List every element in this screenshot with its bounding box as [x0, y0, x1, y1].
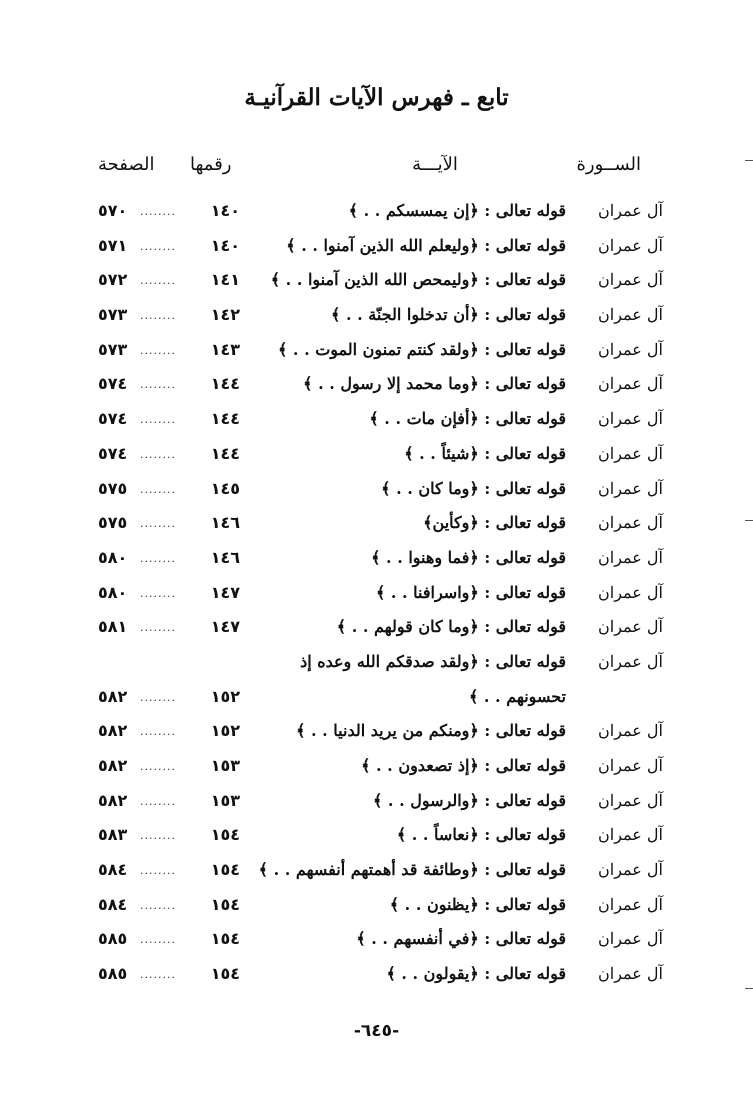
row-number: ١٤١ [210, 270, 240, 290]
edge-mark [745, 520, 753, 521]
row-leader-dots: ........ [140, 794, 176, 808]
row-number: ١٥٢ [210, 721, 240, 741]
row-aya: قوله تعالى : ﴿أفإن مات . . ﴾ [369, 409, 566, 429]
row-leader-dots: ........ [140, 898, 176, 912]
row-surah: آل عمران [598, 339, 663, 359]
row-aya: قوله تعالى : ﴿وكأين﴾ [423, 513, 566, 533]
row-page: ٥٨١ [98, 617, 128, 637]
table-row [0, 300, 753, 335]
row-aya: قوله تعالى : ﴿وليمحص الله الذين آمنوا . . ﴾ [270, 270, 566, 290]
row-number: ١٤٣ [210, 339, 240, 359]
row-aya: قوله تعالى : ﴿في أنفسهم . . ﴾ [356, 929, 566, 949]
row-page: ٥٨٢ [98, 686, 128, 706]
row-number: ١٥٣ [210, 756, 240, 775]
row-leader-dots: ........ [140, 378, 176, 392]
row-leader-dots: ........ [140, 829, 176, 843]
index-table [0, 196, 753, 994]
row-surah: آل عمران [598, 201, 663, 220]
row-aya: قوله تعالى : ﴿ولقد كنتم تمنون الموت . . ﴾ [277, 339, 566, 359]
row-number: ١٤٤ [210, 409, 240, 429]
row-surah: آل عمران [598, 721, 663, 741]
row-aya: قوله تعالى : ﴿فما وهنوا . . ﴾ [371, 547, 566, 567]
row-page: ٥٧٥ [98, 513, 128, 533]
row-aya: قوله تعالى : ﴿والرسول . . ﴾ [372, 790, 566, 810]
table-row [0, 369, 753, 404]
row-aya: قوله تعالى : ﴿واسرافنا . . ﴾ [375, 582, 566, 602]
row-number: ١٤٠ [210, 235, 240, 255]
row-page: ٥٧٥ [98, 478, 128, 498]
table-row [0, 682, 753, 717]
row-surah: آل عمران [598, 651, 663, 671]
table-row [0, 924, 753, 959]
row-surah: آل عمران [598, 790, 663, 810]
row-surah: آل عمران [598, 409, 663, 429]
table-row [0, 716, 753, 751]
row-aya: قوله تعالى : ﴿وليعلم الله الذين آمنوا . . ﴾ [286, 235, 566, 255]
page-title: تابع ـ فهرس الآيات القرآنيـة [244, 84, 509, 111]
row-aya: قوله تعالى : ﴿شيئاً . . ﴾ [404, 443, 566, 463]
row-aya: قوله تعالى : ﴿ومنكم من يريد الدنيا . . ﴾ [296, 721, 566, 741]
row-page: ٥٧٣ [98, 339, 128, 359]
row-aya: قوله تعالى : ﴿يظنون . . ﴾ [389, 894, 566, 914]
row-number: ١٥٣ [210, 790, 240, 810]
row-surah: آل عمران [598, 929, 663, 949]
row-leader-dots: ........ [140, 933, 176, 947]
row-aya: قوله تعالى : ﴿يقولون . . ﴾ [386, 964, 566, 984]
row-surah: آل عمران [598, 270, 663, 290]
edge-mark [745, 988, 753, 989]
row-aya: قوله تعالى : ﴿إذ تصعدون . . ﴾ [361, 756, 566, 775]
page-number: -٦٤٥- [353, 1021, 400, 1041]
header-page: الصفحة [98, 154, 155, 175]
row-leader-dots: ........ [140, 205, 176, 218]
row-leader-dots: ........ [140, 621, 176, 635]
table-row [0, 474, 753, 509]
row-leader-dots: ........ [140, 239, 176, 253]
row-number: ١٤٥ [210, 478, 240, 498]
row-surah: آل عمران [598, 235, 663, 255]
table-row [0, 404, 753, 439]
table-row [0, 612, 753, 647]
row-aya: قوله تعالى : ﴿وطائفة قد أهمتهم أنفسهم . . ﴾ [258, 860, 566, 880]
row-surah: آل عمران [598, 964, 663, 984]
table-row [0, 959, 753, 994]
row-leader-dots: ........ [140, 551, 176, 565]
row-leader-dots: ........ [140, 968, 176, 982]
table-row [0, 335, 753, 370]
row-leader-dots: ........ [140, 343, 176, 357]
row-surah: آل عمران [598, 478, 663, 498]
row-leader-dots: ........ [140, 760, 176, 773]
row-surah: آل عمران [598, 513, 663, 533]
row-aya: تحسونهم . . ﴾ [468, 686, 566, 706]
table-row [0, 578, 753, 613]
row-aya: قوله تعالى : ﴿نعاساً . . ﴾ [396, 825, 566, 845]
row-number: ١٤٤ [210, 374, 240, 394]
row-surah: آل عمران [598, 582, 663, 602]
row-aya: قوله تعالى : ﴿وما كان . . ﴾ [381, 478, 566, 498]
table-header [0, 154, 753, 184]
row-surah: آل عمران [598, 617, 663, 637]
table-row [0, 820, 753, 855]
table-row [0, 265, 753, 300]
row-aya: قوله تعالى : ﴿إن يمسسكم . . ﴾ [348, 201, 566, 220]
table-row [0, 786, 753, 821]
table-row [0, 543, 753, 578]
row-leader-dots: ........ [140, 517, 176, 531]
row-page: ٥٨٥ [98, 929, 128, 949]
row-number: ١٥٤ [210, 894, 240, 914]
row-number: ١٥٤ [210, 929, 240, 949]
row-page: ٥٨٢ [98, 756, 128, 775]
row-surah: آل عمران [598, 305, 663, 325]
header-number: رقمها [190, 154, 232, 175]
row-page: ٥٨٤ [98, 860, 128, 880]
table-row [0, 196, 753, 231]
row-leader-dots: ........ [140, 725, 176, 739]
row-leader-dots: ........ [140, 413, 176, 427]
row-page: ٥٧١ [98, 235, 128, 255]
row-aya: قوله تعالى : ﴿وما كان قولهم . . ﴾ [336, 617, 566, 637]
row-leader-dots: ........ [140, 586, 176, 600]
row-surah: آل عمران [598, 547, 663, 567]
row-leader-dots: ........ [140, 309, 176, 323]
row-page: ٥٨٠ [98, 582, 128, 602]
row-surah: آل عمران [598, 860, 663, 880]
row-page: ٥٧٤ [98, 374, 128, 394]
header-aya: الآيـــة [412, 154, 458, 175]
row-leader-dots: ........ [140, 690, 176, 704]
row-surah: آل عمران [598, 894, 663, 914]
row-leader-dots: ........ [140, 447, 176, 461]
row-number: ١٤٧ [210, 617, 240, 637]
row-number: ١٥٢ [210, 686, 240, 706]
row-leader-dots: ........ [140, 482, 176, 496]
table-row [0, 508, 753, 543]
table-row [0, 855, 753, 890]
row-page: ٥٨٣ [98, 825, 128, 845]
table-row [0, 751, 753, 786]
row-number: ١٥٤ [210, 964, 240, 984]
row-page: ٥٨٢ [98, 721, 128, 741]
row-number: ١٤٤ [210, 443, 240, 463]
row-page: ٥٧٣ [98, 305, 128, 325]
row-surah: آل عمران [598, 756, 663, 775]
row-page: ٥٨٢ [98, 790, 128, 810]
row-number: ١٤٧ [210, 582, 240, 602]
row-page: ٥٧٤ [98, 443, 128, 463]
row-page: ٥٨٠ [98, 547, 128, 567]
row-page: ٥٧٤ [98, 409, 128, 429]
row-number: ١٥٤ [210, 825, 240, 845]
row-number: ١٤٦ [210, 547, 240, 567]
row-leader-dots: ........ [140, 864, 176, 878]
row-leader-dots: ........ [140, 274, 176, 288]
row-number: ١٤٠ [210, 201, 240, 220]
row-page: ٥٨٥ [98, 964, 128, 984]
row-page: ٥٧٢ [98, 270, 128, 290]
table-row [0, 890, 753, 925]
row-surah: آل عمران [598, 443, 663, 463]
row-number: ١٤٢ [210, 305, 240, 325]
table-row [0, 231, 753, 266]
row-page: ٥٨٤ [98, 894, 128, 914]
row-surah: آل عمران [598, 825, 663, 845]
row-number: ١٥٤ [210, 860, 240, 880]
row-aya: قوله تعالى : ﴿وما محمد إلا رسول . . ﴾ [303, 374, 566, 394]
row-aya: قوله تعالى : ﴿ولقد صدقكم الله وعده إذ [300, 651, 566, 671]
row-number: ١٤٦ [210, 513, 240, 533]
table-row [0, 439, 753, 474]
edge-mark [745, 160, 753, 161]
row-surah: آل عمران [598, 374, 663, 394]
header-surah: الســورة [576, 154, 641, 175]
table-row [0, 647, 753, 682]
row-aya: قوله تعالى : ﴿أن تدخلوا الجنّة . . ﴾ [331, 305, 566, 325]
row-page: ٥٧٠ [98, 201, 128, 220]
